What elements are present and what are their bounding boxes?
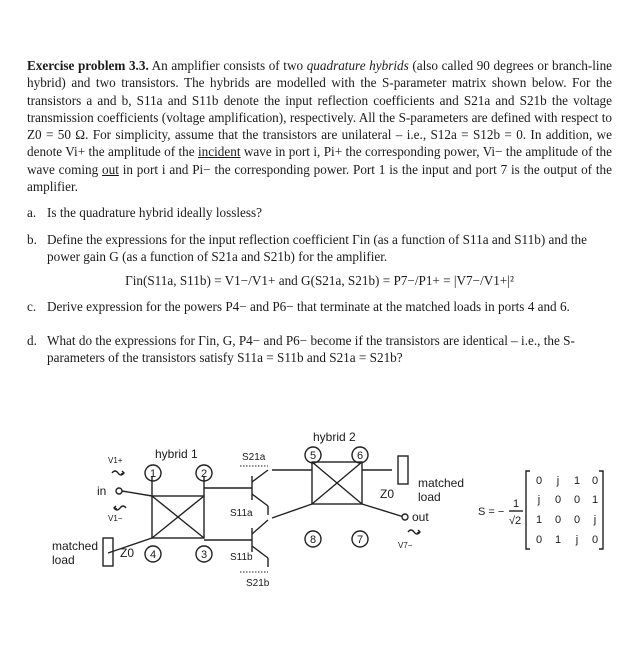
port-1-circle [145,465,161,481]
left-load-line [108,538,152,553]
tb-to-h2-line [272,504,312,518]
right-matched-label-2: load [418,490,441,504]
left-matched-label-1: matched [52,539,99,553]
question-d-label: d. [27,332,37,348]
v7-minus-label: V7− [398,541,413,550]
hybrid1-label: hybrid 1 [155,447,198,461]
matrix-left-bracket [526,471,530,549]
transistor-b-collector [252,520,268,534]
question-b [27,231,612,266]
right-matched-label-1: matched [418,476,465,490]
input-line [122,491,152,496]
hybrid2-cross-a [312,462,362,504]
v1-minus-label: V1− [108,514,123,523]
matrix-cell: 0 [554,494,562,506]
in-label: in [97,484,107,498]
port-1-number: 1 [149,468,157,480]
matrix-cell: 1 [573,475,581,487]
question-d [27,332,612,367]
port-5-circle [305,447,321,463]
s21b-label: S21b [246,578,270,589]
port-4-number: 4 [149,549,157,561]
port-3-number: 3 [200,549,208,561]
port-6-number: 6 [356,450,364,462]
port-6-circle [352,447,368,463]
matrix-cell: 0 [591,475,599,487]
matrix-frac-den: √2 [509,515,522,527]
intro-text-1: An amplifier consists of two [151,58,304,73]
intro-text-3: wave in port i, Pi+ the corresponding power, Vi− the amplitude of the wave coming [27,144,612,177]
h2-out-line [362,504,404,517]
intro-paragraph [27,57,612,195]
intro-underline-incident: incident [198,144,241,160]
s11b-label: S11b [230,552,253,563]
question-a-label: a. [27,205,37,221]
s21a-label: S21a [242,452,266,463]
intro-text-2: (also called 90 degrees or branch-line hybrid) and two transistors. The hybrids are modelled with the S-parameter matrix shown below. For the transistors a and b, S11a and S11b denote the input reflection coefficients and S21a and S21b the voltage transmission coefficients (voltage amplification), respectively. All the S-parameters are defined with respect to Z0 = 50 Ω. For simplicity, assume that the transistors are unilateral – i.e., S12a = S12b = 0. In addition, we denote Vi+ the amplitude of the [27,58,613,160]
s11a-label: S11a [230,508,253,519]
hybrid2-box [312,462,362,504]
port-4-circle [145,546,161,562]
out-label: out [412,510,429,524]
v1-plus-wave-arrow [112,471,124,475]
matrix-cell: 1 [535,514,543,526]
matrix-right-bracket [599,471,603,549]
matrix-cell: 1 [591,494,599,506]
question-b-formula: Γin(S11a, S11b) = V1−/V1+ and G(S21a, S21b) = P7−/P1+ = |V7−/V1+|² [125,273,514,289]
hybrid2-label: hybrid 2 [313,430,356,444]
output-terminal [402,514,408,520]
question-c-label: c. [27,299,37,315]
port-8-number: 8 [309,534,317,546]
matrix-cell: 0 [591,534,599,546]
question-b-text: Define the expressions for the input reflection coefficient Γin (as a function of S11a and S11b) and the power gain G (as a function of S21a and S21b) for the amplifier. [47,231,587,264]
matrix-lhs: S = − [478,506,505,518]
hybrid1-cross-b [152,496,204,538]
matrix-cell: j [556,475,560,487]
port-3-circle [196,546,212,562]
transistor-b-emitter [252,546,268,558]
transistor-a-emitter [252,494,268,506]
port-2-number: 2 [200,468,208,480]
left-z0-label: Z0 [120,546,135,560]
question-b-label: b. [27,231,37,247]
question-d-text: What do the expressions for Γin, G, P4− and P6− become if the transistors are identical – i.e., the S-parameters of the transistors satisfy S11a = S11b and S21a = S21b? [47,332,575,365]
exercise-heading: Exercise problem 3.3. [27,58,149,73]
transistor-a-collector [252,470,268,482]
port-7-number: 7 [356,534,364,546]
exercise-page [27,57,612,366]
question-c [27,298,612,315]
v1-plus-label: V1+ [108,456,123,465]
input-terminal [116,488,122,494]
matrix-cell: 0 [573,514,581,526]
port-5-number: 5 [309,450,317,462]
left-load-resistor [103,538,113,566]
question-a [27,204,612,221]
matrix-cell: 0 [554,514,562,526]
hybrid1-box [152,496,204,538]
question-a-text: Is the quadrature hybrid ideally lossless? [47,205,262,221]
hybrid2-cross-b [312,462,362,504]
intro-underline-out: out [102,161,119,177]
matrix-cell: j [593,514,597,526]
v7-minus-wave-arrow [408,530,420,534]
right-z0-label: Z0 [380,487,395,501]
intro-text-4: in port i and Pi− the corresponding power. Port 1 is the input and port 7 is the output of the amplifier. [27,161,612,195]
port-2-circle [196,465,212,481]
matrix-cell: j [537,494,541,506]
matrix-cell: 0 [535,534,543,546]
intro-emphasis: quadrature hybrids [306,58,409,73]
left-matched-label-2: load [52,553,75,567]
matrix-cell: 1 [554,534,562,546]
v1-minus-wave-arrow [114,506,126,510]
matrix-cell: 0 [535,475,543,487]
right-load-resistor [398,456,408,484]
question-c-text: Derive expression for the powers P4− and P6− that terminate at the matched loads in ports 4 and 6. [47,299,570,315]
port-8-circle [305,531,321,547]
matrix-frac-num: 1 [513,498,520,510]
matrix-cell: 0 [573,494,581,506]
port-7-circle [352,531,368,547]
hybrid1-cross-a [152,496,204,538]
matrix-cell: j [575,534,579,546]
